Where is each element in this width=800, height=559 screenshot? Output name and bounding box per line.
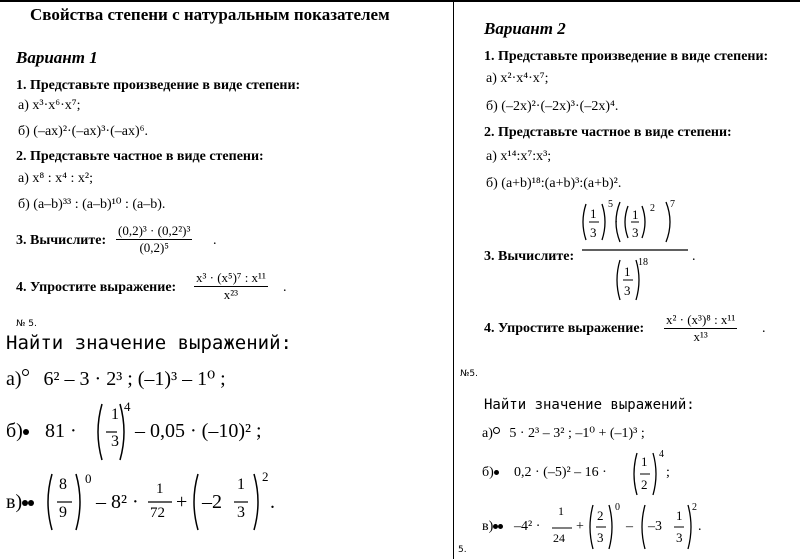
v2-task4-fraction — [664, 312, 737, 345]
v1-item-c-label — [6, 492, 34, 512]
v1-item-b-post: – 0,05 · (–10)² ; — [135, 420, 262, 442]
v1-item-c-label-text: в) — [6, 491, 23, 513]
v2-number-5: №5. — [460, 369, 478, 379]
v2-item-b-denominator: 2 — [641, 477, 648, 492]
v2-item-c-num2: 2 — [597, 508, 604, 523]
dot-marker-icon — [23, 429, 29, 435]
v2-task2-b: б) (a+b)¹⁸:(a+b)³:(a+b)². — [486, 176, 622, 191]
v2-task3-d1: 3 — [590, 225, 597, 240]
v2-task3-end: . — [692, 249, 696, 264]
v1-item-c-num3: 1 — [237, 476, 245, 493]
v2-task3-n3: 1 — [624, 264, 631, 279]
v1-item-b-label — [6, 421, 29, 441]
v2-task3-label: 3. Вычислите: — [484, 249, 575, 264]
v1-item-b-pre: 81 · — [45, 420, 77, 442]
v1-task4-fraction — [194, 270, 268, 303]
v2-item-c-exp1: 0 — [615, 502, 620, 513]
v2-task4-numerator: x² · (x³)⁸ : x¹¹ — [666, 312, 736, 327]
column-divider — [453, 0, 454, 559]
v2-task1-b: б) (–2x)²·(–2x)³·(–2x)⁴. — [486, 99, 619, 114]
v1-item-c-den3: 3 — [237, 504, 245, 521]
v1-task4-denominator: x²³ — [223, 287, 239, 302]
v2-task3-d2: 3 — [632, 225, 639, 240]
v1-item-c-num2: 1 — [156, 481, 164, 497]
v1-task3-label: 3. Вычислите: — [16, 233, 107, 248]
v2-task3-exp2: 2 — [650, 203, 655, 214]
v2-task4-denominator: x¹³ — [693, 329, 708, 344]
v2-item-c-pre: –4² · — [514, 519, 541, 534]
v2-item-c-label-text: в) — [482, 519, 494, 534]
v2-item-b-label — [482, 466, 499, 480]
v1-item-a-expression: 6² – 3 · 2³ ; (–1)³ – 1⁰ ; — [43, 368, 226, 390]
v2-task2-a: а) x¹⁴:x⁷:x³; — [486, 149, 552, 164]
v1-find-heading: Найти значение выражений: — [6, 332, 292, 354]
v2-task3-n1: 1 — [590, 206, 597, 221]
v1-task3-denominator: (0,2)⁵ — [139, 240, 169, 255]
v1-item-b-numerator: 1 — [111, 406, 119, 423]
page-title: Свойства степени с натуральным показателем — [30, 5, 390, 24]
v1-task1-b: б) (–ax)²·(–ax)³·(–ax)⁶. — [18, 124, 148, 139]
v1-item-a — [6, 369, 226, 389]
v2-task1-a: а) x²·x⁴·x⁷; — [486, 71, 549, 86]
v1-item-a-label: а) — [6, 368, 22, 390]
v2-item-b-exponent: 4 — [659, 449, 664, 460]
v1-item-c-end: . — [270, 491, 275, 513]
v2-item-a-expression: 5 · 2³ – 3² ; –1⁰ + (–1)³ ; — [509, 426, 645, 441]
v2-item-c-num3: 1 — [676, 508, 683, 523]
v1-item-c-mid: – 8² · — [96, 491, 139, 513]
circle-marker-icon — [493, 427, 500, 434]
v1-item-b-exponent: 4 — [124, 399, 131, 414]
top-border — [0, 0, 800, 2]
dot-marker-icon — [498, 524, 503, 529]
v1-number-5: № 5. — [16, 319, 37, 329]
v1-item-c-plus: + — [176, 491, 188, 513]
v2-task4-end: . — [762, 321, 766, 336]
v2-item-c-den2: 3 — [597, 530, 604, 545]
v2-task3-exp3: 7 — [670, 199, 675, 210]
v1-task4-numerator: x³ · (x⁵)⁷ : x¹¹ — [196, 270, 266, 285]
v2-item-a-label: а) — [482, 426, 493, 441]
v2-item-a — [482, 427, 645, 441]
v1-task1-label: 1. Представьте произведение в виде степени: — [16, 78, 301, 93]
v2-item-c-end: . — [698, 519, 702, 534]
v2-item-b-end: ; — [666, 465, 670, 480]
v2-task3-n2: 1 — [632, 207, 639, 222]
v2-task4-label: 4. Упростите выражение: — [484, 321, 645, 336]
v1-item-c-paren3 — [190, 470, 262, 534]
v1-task3-end: . — [213, 233, 217, 248]
v1-task3-numerator: (0,2)³ · (0,2²)³ — [118, 223, 191, 238]
v2-item-c-paren3 — [638, 502, 694, 552]
v2-item-b-label-text: б) — [482, 465, 494, 480]
v1-task2-a: а) x⁸ : x⁴ : x²; — [18, 171, 94, 186]
v1-item-c-exp1: 0 — [85, 471, 92, 486]
v2-task1-label: 1. Представьте произведение в виде степени: — [484, 49, 769, 64]
v2-item-b-numerator: 1 — [641, 454, 648, 469]
v2-task3-exp4: 18 — [638, 257, 648, 268]
v2-item-c-exp2: 2 — [692, 502, 697, 513]
v2-task2-label: 2. Представьте частное в виде степени: — [484, 125, 732, 140]
v2-task3-d3: 3 — [624, 283, 631, 298]
v1-item-c-den1: 9 — [59, 504, 67, 521]
v2-item-b-pre: 0,2 · (–5)² – 16 · — [514, 465, 607, 480]
v2-item-c-den3: 3 — [676, 530, 683, 545]
v1-item-c-num1: 8 — [59, 476, 67, 493]
v1-task1-a: а) x³·x⁶·x⁷; — [18, 98, 81, 113]
v2-item-c-num1: 1 — [558, 504, 564, 518]
v1-task3-fraction — [116, 223, 192, 256]
v2-item-c-int: –3 — [648, 519, 662, 534]
dot-marker-icon — [28, 500, 34, 506]
variant-1-heading: Вариант 1 — [16, 48, 98, 67]
v2-item-c-label — [482, 520, 503, 534]
v1-task2-label: 2. Представьте частное в виде степени: — [16, 149, 264, 164]
v1-item-b-denominator: 3 — [111, 433, 119, 450]
v2-footer-number: 5. — [458, 545, 467, 555]
v1-item-c-exp2: 2 — [262, 469, 269, 484]
v1-item-c-den2: 72 — [150, 505, 165, 521]
v1-item-b-label-text: б) — [6, 420, 23, 442]
dot-marker-icon — [494, 470, 499, 475]
v1-task4-label: 4. Упростите выражение: — [16, 280, 177, 295]
v2-task3-dot: · — [614, 214, 619, 229]
circle-marker-icon — [22, 369, 29, 376]
v2-task3-fraction — [580, 200, 700, 304]
variant-2-heading: Вариант 2 — [484, 19, 566, 38]
v1-item-c-int: –2 — [202, 491, 222, 513]
v2-item-c-plus1: + — [576, 519, 584, 534]
v1-task4-end: . — [283, 280, 287, 295]
v1-task2-b: б) (a–b)³³ : (a–b)¹⁰ : (a–b). — [18, 197, 166, 212]
v2-task3-exp1: 5 — [608, 199, 613, 210]
v2-find-heading: Найти значение выражений: — [484, 397, 695, 413]
v2-item-c-den1: 24 — [553, 531, 565, 545]
v2-item-c-minus: – — [626, 519, 633, 534]
